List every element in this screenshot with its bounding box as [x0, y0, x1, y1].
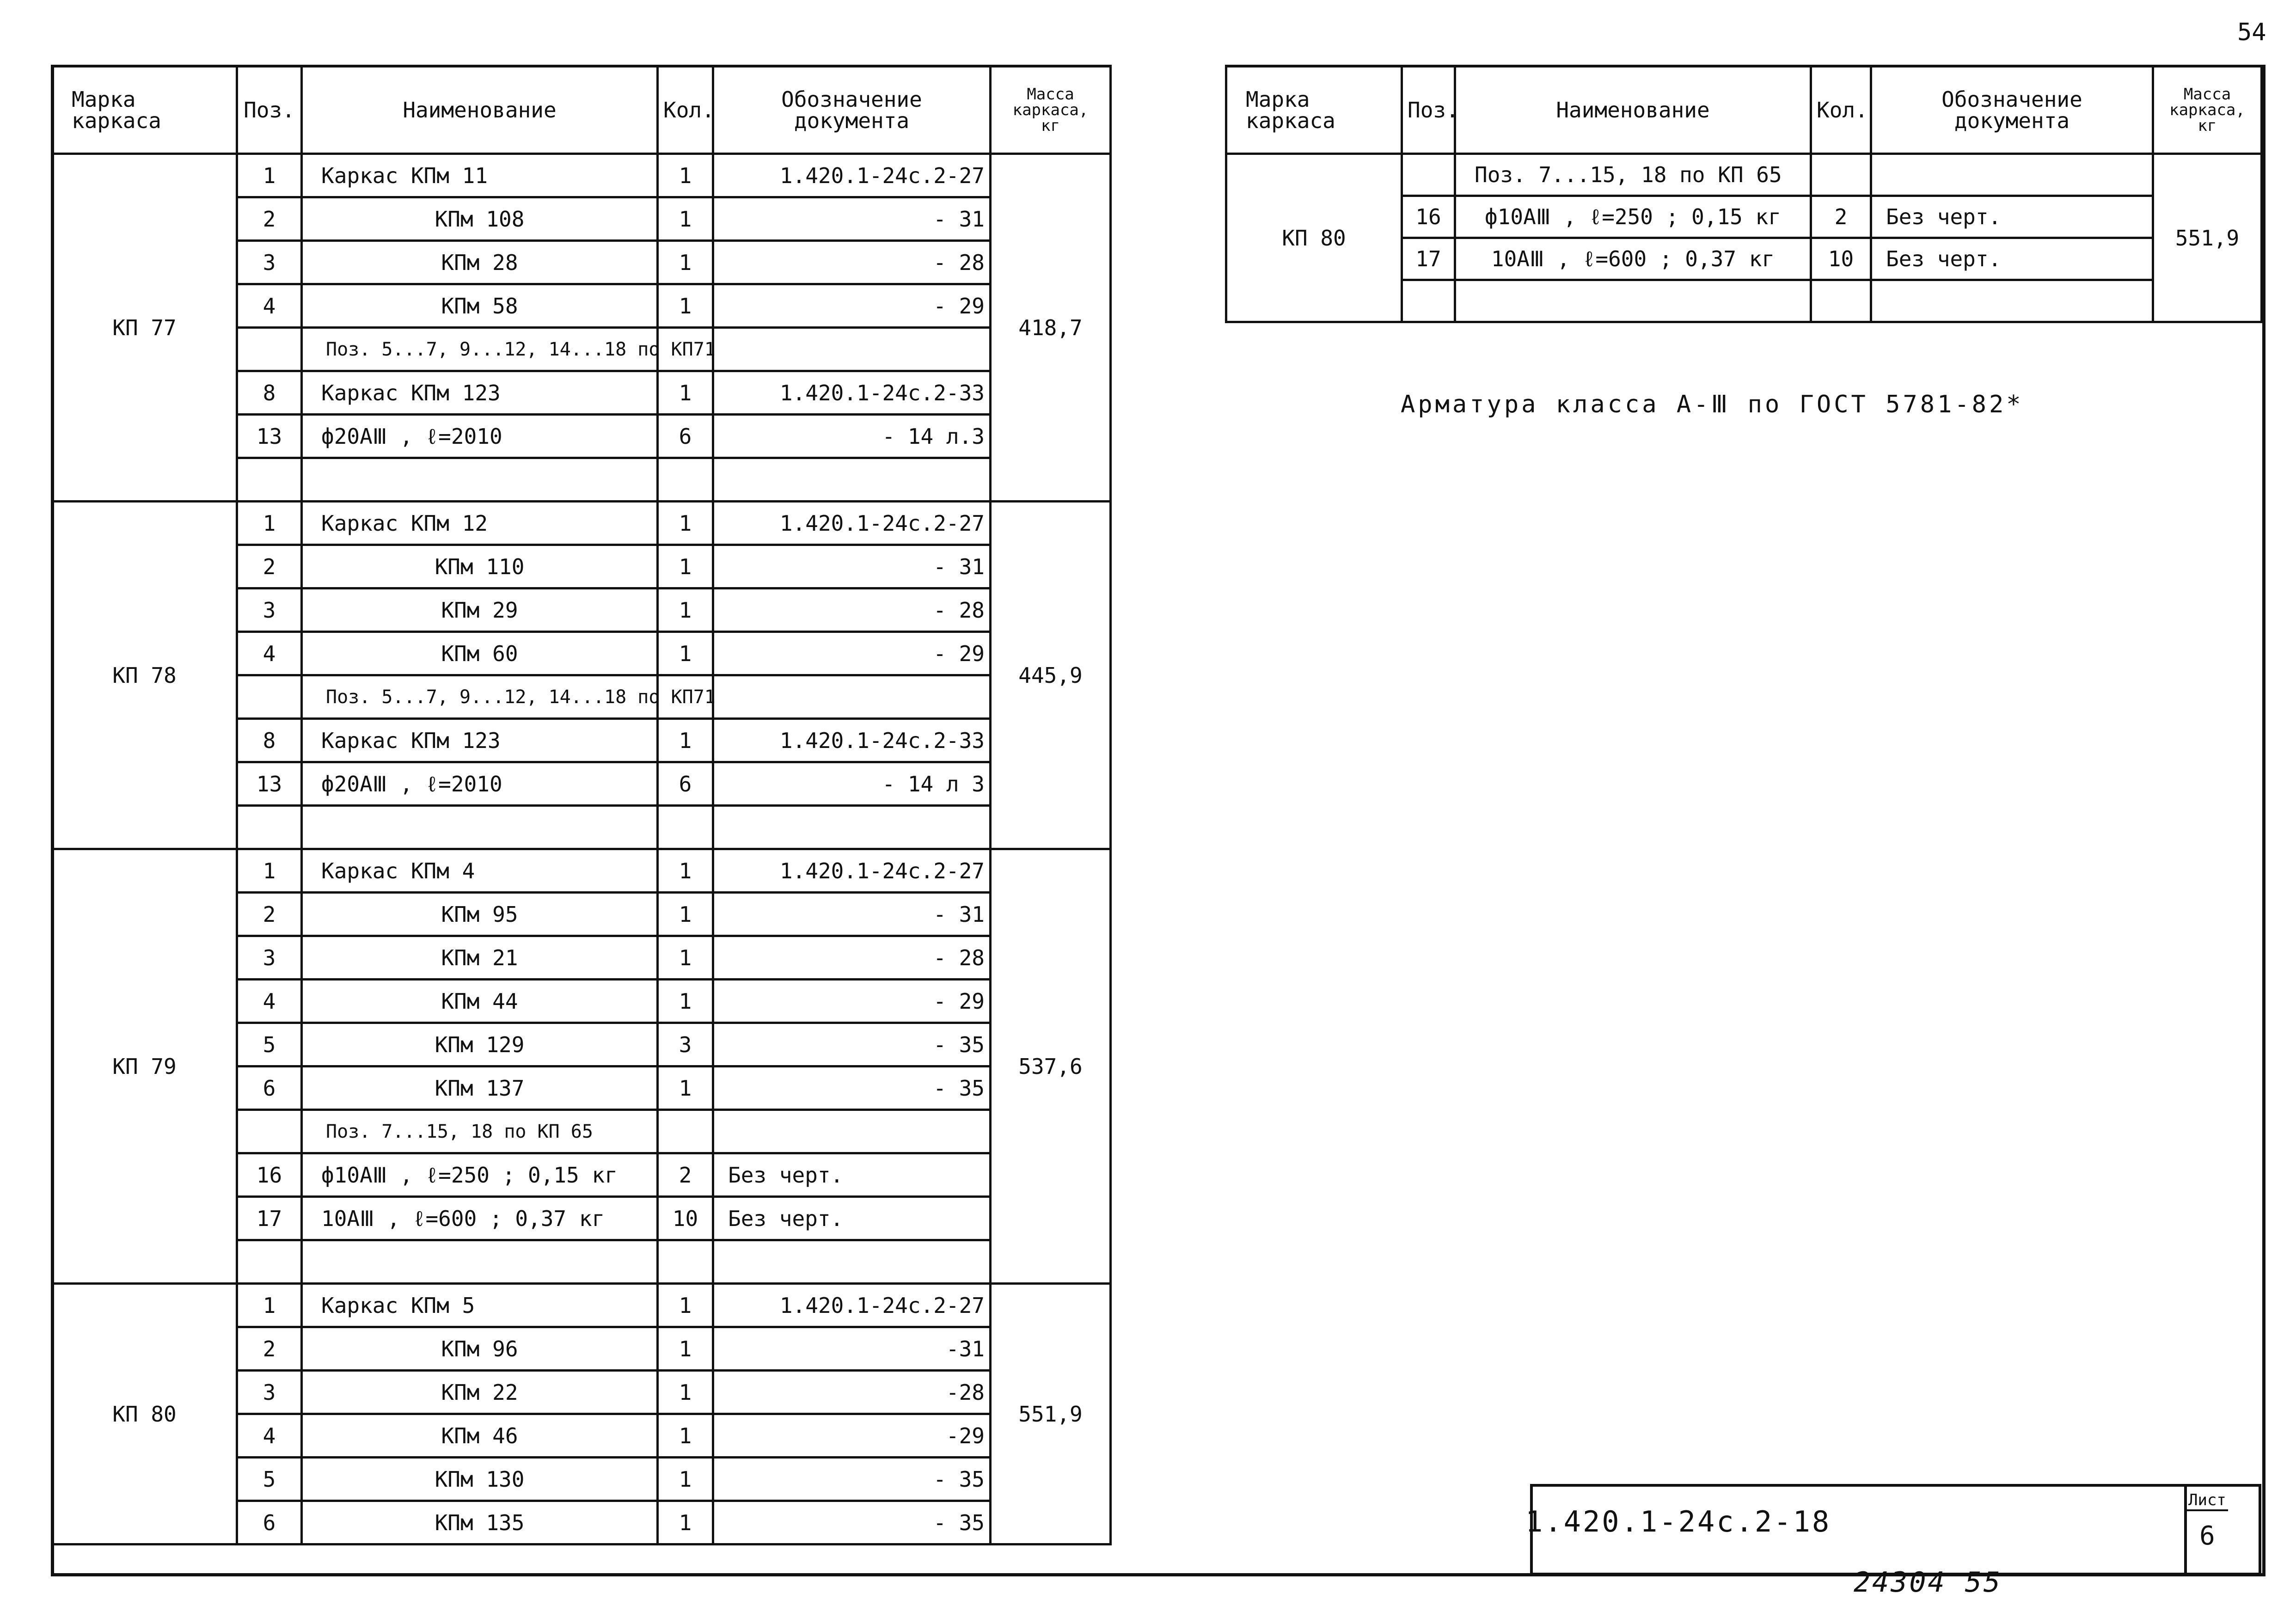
document-cell: -29 — [713, 1414, 991, 1458]
name-cell: КПм 60 — [302, 632, 658, 675]
quantity-cell: 1 — [658, 980, 713, 1023]
name-cell — [302, 1240, 658, 1284]
position-cell: 4 — [237, 980, 302, 1023]
position-cell — [237, 806, 302, 849]
quantity-cell — [1811, 154, 1871, 196]
specification-table-left — [51, 65, 1112, 1545]
name-cell: КПм 108 — [302, 197, 658, 241]
quantity-cell: 3 — [658, 1023, 713, 1066]
name-cell: КПм 58 — [302, 284, 658, 328]
document-cell — [713, 458, 991, 502]
name-cell: 10АⅢ , ℓ=600 ; 0,37 кг — [302, 1197, 658, 1240]
document-cell: - 28 — [713, 241, 991, 284]
frame-mass: 537,6 — [991, 849, 1111, 1284]
quantity-cell: 2 — [658, 1153, 713, 1197]
position-cell: 2 — [237, 1327, 302, 1371]
name-cell: Каркас КПм 123 — [302, 719, 658, 762]
document-cell — [1871, 154, 2153, 196]
quantity-cell: 2 — [1811, 196, 1871, 238]
quantity-cell: 1 — [658, 1501, 713, 1544]
document-cell: - 29 — [713, 980, 991, 1023]
name-cell: КПм 110 — [302, 545, 658, 588]
quantity-cell: 1 — [658, 893, 713, 936]
frame-mark: КП 77 — [52, 154, 237, 502]
document-cell: - 35 — [713, 1066, 991, 1110]
document-cell — [1871, 280, 2153, 322]
name-cell — [1455, 280, 1811, 322]
name-cell: КПм 28 — [302, 241, 658, 284]
document-cell: 1.420.1-24с.2-27 — [713, 849, 991, 893]
sheet-number: 6 — [2199, 1521, 2215, 1551]
quantity-cell: 1 — [658, 197, 713, 241]
position-cell: 6 — [237, 1066, 302, 1110]
header-pos: Поз. — [237, 66, 302, 154]
document-cell: 1.420.1-24с.2-33 — [713, 371, 991, 415]
name-cell: Каркас КПм 11 — [302, 154, 658, 197]
name-cell: Каркас КПм 4 — [302, 849, 658, 893]
name-cell: КПм 96 — [302, 1327, 658, 1371]
name-cell: КПм 29 — [302, 588, 658, 632]
name-cell: 10АⅢ , ℓ=600 ; 0,37 кг — [1455, 238, 1811, 280]
document-cell: Без черт. — [1871, 238, 2153, 280]
quantity-cell: 1 — [658, 284, 713, 328]
document-cell: 1.420.1-24с.2-27 — [713, 1284, 991, 1327]
quantity-cell: 1 — [658, 154, 713, 197]
header-row — [52, 66, 1111, 154]
document-cell: - 14 л.3 — [713, 415, 991, 458]
quantity-cell — [1811, 280, 1871, 322]
document-cell: - 35 — [713, 1458, 991, 1501]
quantity-cell — [658, 1240, 713, 1284]
header-mass: Масса каркаса, кг — [2153, 66, 2262, 154]
quantity-cell: 1 — [658, 1284, 713, 1327]
name-cell: Поз. 5...7, 9...12, 14...18 по КП71 — [302, 328, 658, 371]
position-cell: 4 — [237, 632, 302, 675]
document-cell: -31 — [713, 1327, 991, 1371]
document-cell: - 29 — [713, 632, 991, 675]
position-cell — [1402, 280, 1455, 322]
position-cell: 5 — [237, 1023, 302, 1066]
quantity-cell: 1 — [658, 1371, 713, 1414]
name-cell: КПм 21 — [302, 936, 658, 980]
quantity-cell — [658, 458, 713, 502]
document-cell — [713, 806, 991, 849]
position-cell — [237, 328, 302, 371]
name-cell: КПм 130 — [302, 1458, 658, 1501]
position-cell: 4 — [237, 1414, 302, 1458]
document-cell: - 35 — [713, 1023, 991, 1066]
header-pos: Поз. — [1402, 66, 1455, 154]
quantity-cell: 1 — [658, 719, 713, 762]
position-cell — [237, 1240, 302, 1284]
header-qty: Кол. — [1811, 66, 1871, 154]
position-cell: 6 — [237, 1501, 302, 1544]
table-row — [52, 1284, 1111, 1327]
position-cell: 3 — [237, 588, 302, 632]
specification-table-right — [1225, 65, 2263, 323]
name-cell: КПм 129 — [302, 1023, 658, 1066]
document-cell: - 35 — [713, 1501, 991, 1544]
frame-mark: КП 80 — [52, 1284, 237, 1544]
position-cell: 2 — [237, 893, 302, 936]
quantity-cell: 1 — [658, 632, 713, 675]
position-cell: 4 — [237, 284, 302, 328]
position-cell: 17 — [1402, 238, 1455, 280]
document-cell: - 31 — [713, 197, 991, 241]
name-cell: Каркас КПм 12 — [302, 502, 658, 545]
frame-mass: 418,7 — [991, 154, 1111, 502]
name-cell: ф20АⅢ , ℓ=2010 — [302, 415, 658, 458]
document-cell: - 29 — [713, 284, 991, 328]
document-cell — [713, 1110, 991, 1153]
sheet-label: Лист — [2186, 1491, 2228, 1511]
quantity-cell: 1 — [658, 588, 713, 632]
header-row — [1226, 66, 2262, 154]
name-cell: Поз. 7...15, 18 по КП 65 — [302, 1110, 658, 1153]
position-cell: 1 — [237, 849, 302, 893]
position-cell: 13 — [237, 415, 302, 458]
document-cell — [713, 1240, 991, 1284]
name-cell: КПм 44 — [302, 980, 658, 1023]
document-cell: Без черт. — [713, 1153, 991, 1197]
name-cell — [302, 458, 658, 502]
position-cell — [237, 675, 302, 719]
frame-mark: КП 80 — [1226, 154, 1402, 322]
document-cell: 1.420.1-24с.2-27 — [713, 154, 991, 197]
document-cell: 1.420.1-24с.2-27 — [713, 502, 991, 545]
table-row — [52, 849, 1111, 893]
name-cell: ф10АⅢ , ℓ=250 ; 0,15 кг — [302, 1153, 658, 1197]
quantity-cell: 1 — [658, 1414, 713, 1458]
header-doc: Обозначение документа — [713, 66, 991, 154]
position-cell: 17 — [237, 1197, 302, 1240]
name-cell: Поз. 7...15, 18 по КП 65 — [1455, 154, 1811, 196]
position-cell: 8 — [237, 719, 302, 762]
header-mark: Марка каркаса — [1226, 66, 1402, 154]
frame-mark: КП 79 — [52, 849, 237, 1284]
name-cell: ф20АⅢ , ℓ=2010 — [302, 762, 658, 806]
document-cell: -28 — [713, 1371, 991, 1414]
quantity-cell: 6 — [658, 762, 713, 806]
document-cell: Без черт. — [1871, 196, 2153, 238]
position-cell: 5 — [237, 1458, 302, 1501]
quantity-cell: 10 — [1811, 238, 1871, 280]
document-cell: - 14 л 3 — [713, 762, 991, 806]
position-cell: 3 — [237, 936, 302, 980]
document-code: 1.420.1-24с.2-18 — [1525, 1505, 1831, 1538]
name-cell — [302, 806, 658, 849]
table-row — [1226, 154, 2262, 196]
position-cell: 2 — [237, 197, 302, 241]
position-cell: 3 — [237, 1371, 302, 1414]
quantity-cell: 1 — [658, 1327, 713, 1371]
name-cell: ф10АⅢ , ℓ=250 ; 0,15 кг — [1455, 196, 1811, 238]
document-cell: - 28 — [713, 936, 991, 980]
document-cell: - 31 — [713, 893, 991, 936]
header-name: Наименование — [302, 66, 658, 154]
name-cell: КПм 95 — [302, 893, 658, 936]
position-cell: 2 — [237, 545, 302, 588]
name-cell: Поз. 5...7, 9...12, 14...18 по КП71 — [302, 675, 658, 719]
quantity-cell: 1 — [658, 936, 713, 980]
document-cell: 1.420.1-24с.2-33 — [713, 719, 991, 762]
document-cell: - 31 — [713, 545, 991, 588]
inventory-number: 24304 55 — [1854, 1566, 2002, 1599]
name-cell: КПм 22 — [302, 1371, 658, 1414]
position-cell — [1402, 154, 1455, 196]
quantity-cell: 1 — [658, 1066, 713, 1110]
document-cell — [713, 328, 991, 371]
position-cell: 1 — [237, 154, 302, 197]
position-cell: 3 — [237, 241, 302, 284]
frame-mass: 551,9 — [991, 1284, 1111, 1544]
frame-mark: КП 78 — [52, 502, 237, 849]
name-cell: КПм 46 — [302, 1414, 658, 1458]
name-cell: Каркас КПм 5 — [302, 1284, 658, 1327]
position-cell — [237, 458, 302, 502]
quantity-cell — [658, 1110, 713, 1153]
position-cell: 16 — [1402, 196, 1455, 238]
header-qty: Кол. — [658, 66, 713, 154]
position-cell: 8 — [237, 371, 302, 415]
header-mark: Марка каркаса — [52, 66, 237, 154]
quantity-cell: 1 — [658, 502, 713, 545]
document-cell — [713, 675, 991, 719]
reinforcement-note: Арматура класса А-Ⅲ по ГОСТ 5781-82* — [1401, 391, 2024, 418]
document-cell: - 28 — [713, 588, 991, 632]
frame-mass: 445,9 — [991, 502, 1111, 849]
quantity-cell: 10 — [658, 1197, 713, 1240]
quantity-cell — [658, 806, 713, 849]
quantity-cell: 1 — [658, 371, 713, 415]
quantity-cell: 1 — [658, 241, 713, 284]
quantity-cell: 1 — [658, 849, 713, 893]
header-name: Наименование — [1455, 66, 1811, 154]
quantity-cell: 6 — [658, 415, 713, 458]
name-cell: КПм 135 — [302, 1501, 658, 1544]
position-cell: 1 — [237, 1284, 302, 1327]
position-cell: 13 — [237, 762, 302, 806]
position-cell: 1 — [237, 502, 302, 545]
table-row — [52, 502, 1111, 545]
header-doc: Обозначение документа — [1871, 66, 2153, 154]
header-mass: Масса каркаса, кг — [991, 66, 1111, 154]
quantity-cell: 1 — [658, 545, 713, 588]
document-cell: Без черт. — [713, 1197, 991, 1240]
table-row — [52, 154, 1111, 197]
position-cell — [237, 1110, 302, 1153]
name-cell: Каркас КПм 123 — [302, 371, 658, 415]
quantity-cell: 1 — [658, 1458, 713, 1501]
position-cell: 16 — [237, 1153, 302, 1197]
frame-mass: 551,9 — [2153, 154, 2262, 322]
page-number: 54 — [2237, 18, 2266, 46]
name-cell: КПм 137 — [302, 1066, 658, 1110]
